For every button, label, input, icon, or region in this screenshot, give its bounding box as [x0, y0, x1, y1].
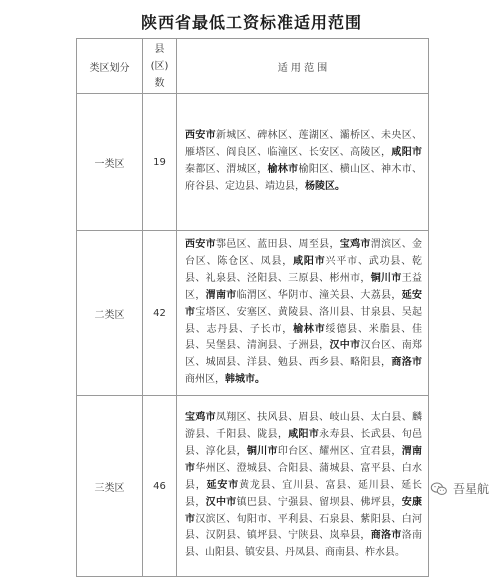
page-title: 陕西省最低工资标准适用范围 [140, 13, 362, 32]
row-class: 三类区 [77, 396, 143, 577]
scope-city-name: 宝鸡市 [185, 412, 216, 424]
scope-district-list: 宝塔区、安塞区、黄陵县、洛川县、甘泉县、吴起县、志丹县、子长市， [185, 306, 423, 335]
scope-district-list: 王益区， [185, 272, 423, 301]
scope-city-name: 渭南市 [205, 289, 237, 301]
scope-city-name: 咸阳市 [293, 255, 326, 267]
scope-city-name: 西安市 [185, 239, 216, 250]
row-count: 46 [143, 396, 177, 577]
scope-city-name: 宝鸡市 [339, 239, 371, 250]
scope-city-name: 咸阳市 [288, 428, 320, 440]
header-count [143, 39, 177, 94]
scope-district-list: 镇巴县、宁强县、留坝县、佛坪县， [236, 496, 402, 508]
scope-district-list: 临渭区、华阴市、潼关县、大荔县， [236, 289, 402, 301]
table-row [77, 94, 429, 231]
scope-city-name: 商洛市 [370, 530, 402, 542]
header-count-line1: 县 [154, 43, 165, 55]
scope-city-name: 安康市 [185, 496, 423, 525]
header-class: 类区划分 [77, 39, 143, 94]
scope-district-list: 榆阳区、横山区、神木市、府谷县、定边县、靖边县， [185, 164, 423, 192]
scope-district-list: 绥德县、米脂县、佳县、吴堡县、清涧县、子洲县， [185, 323, 423, 352]
scope-district-list: 汉滨区、旬阳市、平利县、石泉县、紫阳县、白河县、汉阴县、镇坪县、宁陕县、岚皋县， [185, 513, 423, 542]
header-count-line2: (区) [150, 60, 169, 72]
header-count-line3: 数 [154, 77, 165, 89]
row-count: 19 [143, 94, 177, 231]
row-class: 二类区 [77, 231, 143, 396]
wage-scope-table [76, 38, 429, 577]
row-scope [177, 231, 429, 396]
scope-district-list: 凤翔区、扶风县、眉县、岐山县、太白县、麟游县、千阳县、陇县， [185, 412, 423, 440]
table-row [77, 396, 429, 577]
scope-city-name: 杨陵区。 [305, 180, 345, 192]
scope-city-name: 延安市 [185, 289, 423, 318]
row-class: 一类区 [77, 94, 143, 231]
scope-city-name: 咸阳市 [391, 147, 423, 159]
watermark [430, 480, 489, 497]
scope-city-name: 延安市 [206, 479, 240, 491]
scope-city-name: 汉中市 [205, 496, 237, 508]
scope-district-list: 黄龙县、宜川县、富县、延川县、延长县， [185, 479, 423, 508]
wechat-icon [430, 482, 448, 496]
scope-city-name: 商洛市 [391, 357, 423, 369]
row-scope [177, 94, 429, 231]
row-count: 42 [143, 231, 177, 396]
scope-city-name: 汉中市 [329, 340, 361, 352]
scope-district-list: 印台区、耀州区、宜君县， [277, 445, 402, 457]
scope-district-list: 渭滨区、金台区、陈仓区、凤县， [185, 239, 423, 267]
watermark-text: 吾星航 [452, 482, 489, 496]
scope-city-name: 铜川市 [246, 445, 278, 457]
scope-district-list: 鄠邑区、蓝田县、周至县， [215, 239, 340, 250]
scope-city-name: 韩城市。 [225, 374, 265, 386]
row-scope [177, 396, 429, 577]
scope-city-name: 榆林市 [293, 323, 326, 335]
scope-city-name: 榆林市 [267, 164, 299, 175]
scope-district-list: 新城区、碑林区、莲湖区、灞桥区、未央区、雁塔区、阎良区、临潼区、长安区、高陵区， [185, 130, 423, 159]
scope-district-list: 商州区， [185, 374, 225, 386]
scope-city-name: 西安市 [185, 130, 216, 142]
table-row [77, 231, 429, 396]
scope-district-list: 兴平市、武功县、乾县、礼泉县、泾阳县、三原县、彬州市， [185, 255, 423, 284]
scope-district-list: 华州区、澄城县、合阳县、蒲城县、富平县、白水县， [185, 462, 423, 491]
header-scope: 适 用 范 围 [177, 39, 429, 94]
scope-district-list: 洛南县、山阳县、镇安县、丹凤县、商南县、柞水县。 [185, 530, 423, 559]
scope-district-list: 汉台区、南郑区、城固县、洋县、勉县、西乡县、略阳县， [185, 340, 423, 369]
scope-district-list: 秦都区、渭城区， [185, 164, 268, 175]
table-header-row [77, 39, 429, 94]
scope-city-name: 铜川市 [370, 272, 402, 284]
scope-district-list: 永寿县、长武县、旬邑县、淳化县， [185, 428, 423, 457]
scope-city-name: 渭南市 [185, 445, 423, 474]
